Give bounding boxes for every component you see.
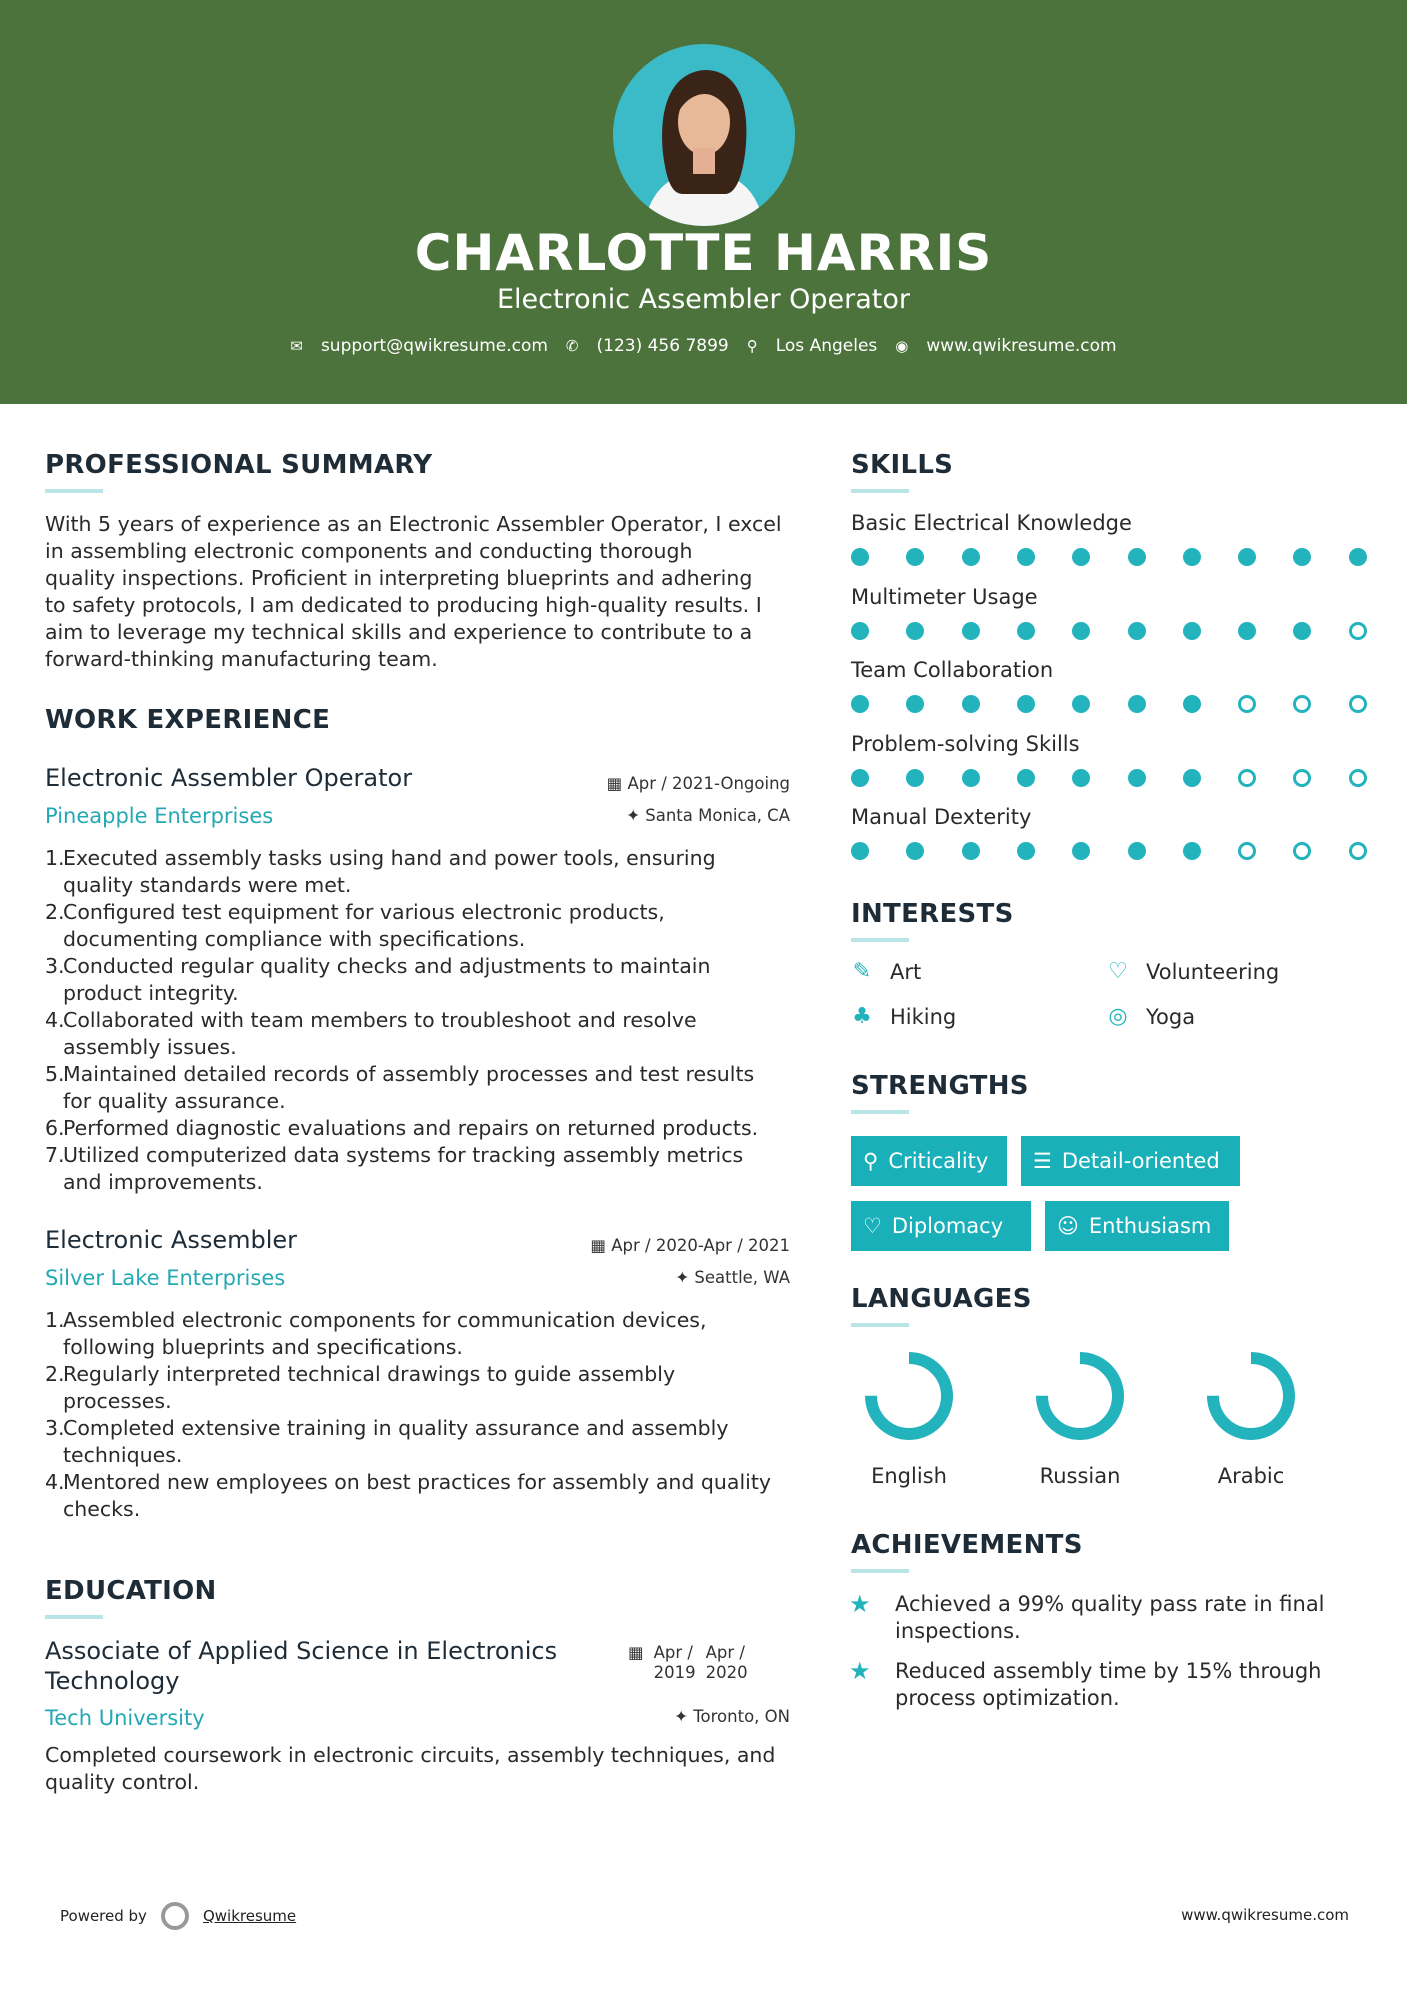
rating-dot-filled [1128,842,1146,860]
candidate-role: Electronic Assembler Operator [497,284,910,315]
rating-dot-filled [1072,622,1090,640]
rating-dot-filled [962,695,980,713]
map-pin-icon: ⚲ [746,337,758,355]
brand-link[interactable]: Qwikresume [202,1907,297,1925]
lifebuoy-icon: ◎ [1108,1004,1128,1029]
smile-icon: ☺ [1057,1214,1079,1238]
star-icon: ★ [849,1590,871,1618]
phone-icon: ✆ [565,337,579,355]
rating-dot-filled [1128,695,1146,713]
education-divider [45,1615,103,1619]
interests-divider [851,938,909,942]
rating-dot-empty [1238,769,1256,787]
rating-dot-empty [1238,842,1256,860]
list-item: 4. Collaborated with team members to troubleshoot and resolve assembly issues. [45,1008,697,1059]
rating-dot-filled [906,695,924,713]
skill-name: Problem-solving Skills [851,731,1080,756]
language-level-arc [1213,1358,1289,1434]
skill-name: Basic Electrical Knowledge [851,511,1132,535]
job-location: ✦ Santa Monica, CA [626,806,790,825]
summary-heading: PROFESSIONAL SUMMARY [45,450,433,480]
rating-dot-filled [851,769,869,787]
contact-location: ⚲ Los Angeles [746,336,878,356]
strength-chip: ⚲ Criticality [851,1136,1007,1186]
job-title: Electronic Assembler [45,1226,298,1254]
pin-icon: ✦ [626,806,646,825]
summary-divider [45,489,103,493]
language-level-ring [1201,1346,1301,1446]
rating-dot-filled [1238,622,1256,640]
candidate-name: CHARLOTTE HARRIS [414,224,993,282]
rating-dot-filled [1017,842,1035,860]
list-item: 3. Completed extensive training in quality assurance and assembly techniques. [45,1416,729,1467]
skill-rating [851,769,1371,789]
rating-dot-filled [1183,842,1201,860]
rating-dot-empty [1349,622,1367,640]
search-icon: ⚲ [863,1149,879,1173]
rating-dot-filled [851,548,869,566]
rating-dot-filled [1183,548,1201,566]
achievement-item: ★ Achieved a 99% quality pass rate in final inspections. [849,1590,1325,1643]
interests-heading: INTERESTS [851,899,1014,929]
rating-dot-empty [1293,842,1311,860]
strengths-heading: STRENGTHS [851,1071,1029,1101]
rating-dot-filled [1128,769,1146,787]
rating-dot-filled [1017,548,1035,566]
achievements-divider [851,1569,909,1573]
handshake-icon: ♡ [1108,959,1128,984]
job-bullets [45,1307,795,1523]
languages-heading: LANGUAGES [851,1284,1032,1314]
achievement-item: ★ Reduced assembly time by 15% through process optimization. [849,1657,1322,1710]
rating-dot-empty [1349,769,1367,787]
profile-photo [613,44,795,226]
rating-dot-filled [851,695,869,713]
rating-dot-filled [906,548,924,566]
interest-item: ◎ Yoga [1104,1004,1195,1029]
school-name[interactable]: Tech University [45,1706,205,1730]
job-company[interactable]: Pineapple Enterprises [45,804,274,828]
job-location: ✦ Seattle, WA [675,1268,790,1287]
star-icon: ★ [849,1657,871,1685]
rating-dot-filled [1183,622,1201,640]
rating-dot-filled [906,622,924,640]
language-level-arc [1042,1358,1118,1434]
rating-dot-filled [962,769,980,787]
education-location: ✦ Toronto, ON [674,1707,790,1726]
pin-icon: ✦ [674,1707,694,1726]
rating-dot-filled [1072,842,1090,860]
experience-heading: WORK EXPERIENCE [45,705,331,735]
list-icon: ☰ [1033,1149,1052,1173]
skills-heading: SKILLS [851,450,954,480]
skill-rating [851,548,1371,568]
list-item: 7. Utilized computerized data systems for tracking assembly metrics and improvements. [45,1143,744,1194]
rating-dot-empty [1293,695,1311,713]
footer-powered-by: Powered by Qwikresume [60,1902,296,1930]
list-item: 5. Maintained detailed records of assembly processes and test results for quality assurance. [45,1062,755,1113]
interest-item: ♡ Volunteering [1104,959,1279,984]
rating-dot-filled [1072,695,1090,713]
strength-chip: ☰ Detail-oriented [1021,1136,1240,1186]
pin-icon: ✦ [675,1268,695,1287]
skill-rating [851,622,1371,642]
list-item: 2. Configured test equipment for various electronic products, documenting compliance with specifications. [45,900,665,951]
tree-icon: ♣ [852,1004,872,1029]
job-company[interactable]: Silver Lake Enterprises [45,1266,286,1290]
rating-dot-filled [962,622,980,640]
skill-rating [851,842,1371,862]
list-item: 6. Performed diagnostic evaluations and repairs on returned products. [45,1116,759,1140]
resume-header [0,0,1407,404]
degree-title: Associate of Applied Science in Electronics Technology [45,1637,558,1695]
list-item: 4. Mentored new employees on best practices for assembly and quality checks. [45,1470,772,1521]
footer-website[interactable]: www.qwikresume.com [1181,1906,1349,1924]
skills-divider [851,489,909,493]
interest-item: ♣ Hiking [848,1004,956,1029]
contact-phone[interactable]: ✆ (123) 456 7899 [565,336,729,356]
education-description: Completed coursework in electronic circuits, assembly techniques, and quality control. [45,1743,776,1794]
calendar-icon: ▦ [606,774,628,793]
calendar-icon: ▦ [590,1236,612,1255]
rating-dot-filled [1238,548,1256,566]
skill-name: Team Collaboration [851,658,1054,682]
language-label: Russian [1039,1464,1121,1488]
strengths-divider [851,1110,909,1114]
language-level-ring [1030,1346,1130,1446]
job-title: Electronic Assembler Operator [45,764,413,792]
job-date: ▦ Apr / 2020-Apr / 2021 [590,1236,790,1255]
rating-dot-filled [1128,622,1146,640]
language-level-ring [859,1346,959,1446]
list-item: 3. Conducted regular quality checks and adjustments to maintain product integrity. [45,954,711,1005]
skill-rating [851,695,1371,715]
skill-name: Multimeter Usage [851,584,1038,609]
rating-dot-empty [1293,769,1311,787]
list-item: 2. Regularly interpreted technical drawings to guide assembly processes. [45,1362,676,1413]
rating-dot-filled [1293,622,1311,640]
rating-dot-filled [1183,695,1201,713]
rating-dot-filled [906,769,924,787]
list-item: 1. Assembled electronic components for communication devices, following blueprints and specifications. [45,1308,707,1359]
globe-icon: ◉ [895,337,909,355]
rating-dot-empty [1349,695,1367,713]
summary-text: With 5 years of experience as an Electronic Assembler Operator, I excel in assembling electronic components and conducting thorough quality inspections. Proficient in interpreting blueprints and adhering to safety protocols, I am dedicated to producing high-quality results. I aim to leverage my technical skills and experience to contribute to a forward-thinking manufacturing team. [45,512,782,671]
rating-dot-filled [962,548,980,566]
language-label: Arabic [1217,1464,1285,1488]
handshake-icon: ♡ [863,1214,882,1238]
languages-divider [851,1323,909,1327]
rating-dot-filled [851,842,869,860]
language-level-arc [871,1358,947,1434]
envelope-icon: ✉ [290,337,303,355]
contact-email[interactable]: ✉ support@qwikresume.com [290,336,548,356]
rating-dot-filled [1017,695,1035,713]
rating-dot-empty [1349,842,1367,860]
education-dates: ▦ Apr / 2019 Apr / 2020 [628,1643,748,1682]
rating-dot-filled [1017,622,1035,640]
rating-dot-filled [1072,548,1090,566]
interest-item: ✎ Art [848,959,921,984]
rating-dot-filled [1017,769,1035,787]
job-bullets [45,845,795,1196]
rating-dot-filled [1072,769,1090,787]
strength-chip: ♡ Diplomacy [851,1201,1031,1251]
calendar-icon: ▦ [628,1643,644,1662]
rating-dot-filled [1128,548,1146,566]
list-item: 1. Executed assembly tasks using hand and power tools, ensuring quality standards were met. [45,846,716,897]
rating-dot-empty [1238,695,1256,713]
rating-dot-filled [1349,548,1367,566]
language-label: English [871,1464,947,1488]
contact-website[interactable]: ◉ www.qwikresume.com [895,336,1117,356]
achievements-heading: ACHIEVEMENTS [851,1530,1083,1560]
rating-dot-filled [906,842,924,860]
education-heading: EDUCATION [45,1576,217,1606]
rating-dot-filled [851,622,869,640]
rating-dot-filled [1183,769,1201,787]
contact-bar [0,336,1407,356]
paintbrush-icon: ✎ [852,959,872,984]
skill-name: Manual Dexterity [851,805,1032,829]
rating-dot-filled [1293,548,1311,566]
qwikresume-logo-icon [161,1902,189,1930]
rating-dot-filled [962,842,980,860]
strength-chip: ☺ Enthusiasm [1045,1201,1229,1251]
job-date: ▦ Apr / 2021-Ongoing [606,774,790,793]
